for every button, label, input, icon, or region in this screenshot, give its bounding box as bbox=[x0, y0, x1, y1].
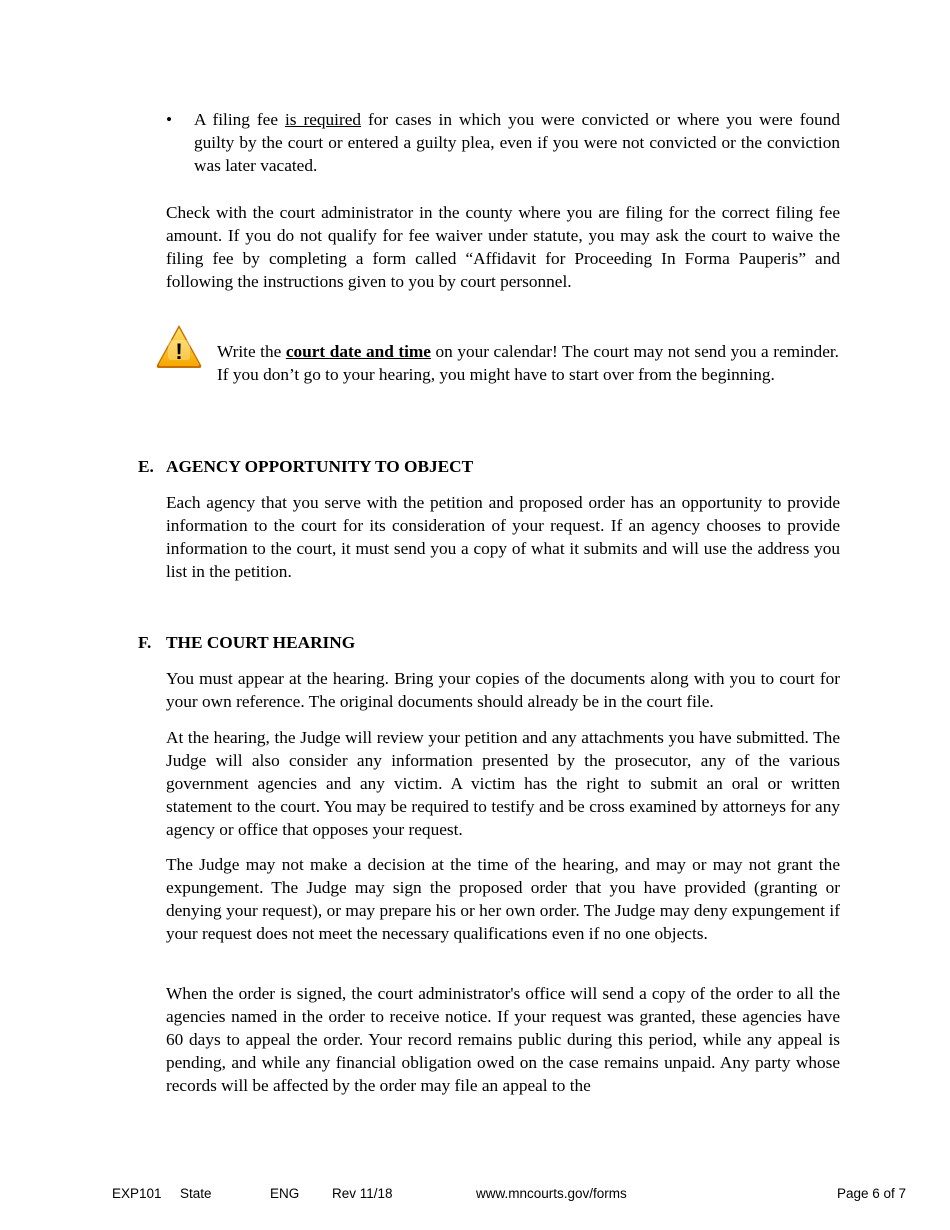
filing-fee-bullet bbox=[166, 108, 840, 177]
check-fee-paragraph: Check with the court administrator in the county where you are filing for the correct filing fee amount. If you do not qualify for fee waiver under statute, you may ask the court to waive the filing fee by completing a form called “Affidavit for Proceeding In Forma Pauperis” and following the instructions given to you by court personnel. bbox=[166, 203, 840, 291]
section-f-paragraph-1: You must appear at the hearing. Bring your copies of the documents along with you to court for your own reference. The original documents should already be in the court file. bbox=[166, 669, 840, 711]
footer-revision: Rev 11/18 bbox=[332, 1186, 393, 1201]
warning-text-before: Write the bbox=[217, 342, 286, 361]
warning-exclamation: ! bbox=[175, 339, 183, 364]
section-f-paragraph-4: When the order is signed, the court administrator's office will send a copy of the order to all the agencies named in the order to receive notice. If your request was granted, these agencies have 60 days to appeal the order. Your record remains public during this period, while any appeal is pending, and while any financial obligation owed on the case remains unpaid. Any party whose records will be affected by the order may file an appeal to the bbox=[166, 984, 840, 1095]
section-f-paragraph-3: The Judge may not make a decision at the time of the hearing, and may or may not grant the expungement. The Judge may sign the proposed order that you have provided (granting or denying your request), or may prepare his or her own order. The Judge may deny expungement if your request does not meet the necessary qualifications even if no one objects. bbox=[166, 855, 840, 943]
calendar-warning bbox=[154, 322, 844, 412]
warning-text-emphasis: court date and time bbox=[285, 342, 431, 361]
section-f-paragraph-2: At the hearing, the Judge will review your petition and any attachments you have submitted. The Judge will also consider any information presented by the prosecutor, any of the various government agencies and any victim. A victim has the right to submit an oral or written statement to the court. You may be required to testify and be cross examined by attorneys for any agency or office that opposes your request. bbox=[166, 728, 840, 839]
page-footer bbox=[0, 1185, 950, 1203]
bullet-text-underlined: is required bbox=[284, 110, 362, 129]
warning-text-after: on your calendar! The court may not send you a reminder. If you don’t go to your hearing, you might have to start over from the beginning. bbox=[217, 342, 839, 384]
section-f-letter: F. bbox=[138, 633, 152, 652]
bullet-text-after: for cases in which you were convicted or where you were found guilty by the court or entered a guilty plea, even if you were not convicted or the conviction was later vacated. bbox=[194, 110, 841, 175]
bullet-text-before: A filing fee bbox=[194, 110, 285, 129]
section-f-title: THE COURT HEARING bbox=[166, 633, 356, 652]
section-e-heading bbox=[138, 455, 838, 478]
section-e-paragraph: Each agency that you serve with the petition and proposed order has an opportunity to provide information to the court for its consideration of your request. If an agency chooses to provide information to the court, it must send you a copy of what it submits and will use the address you list in the petition. bbox=[166, 493, 840, 581]
section-e-title: AGENCY OPPORTUNITY TO OBJECT bbox=[166, 457, 474, 476]
bullet-text bbox=[194, 108, 840, 177]
section-e-letter: E. bbox=[138, 457, 154, 476]
section-f-heading bbox=[138, 631, 838, 654]
warning-text bbox=[217, 340, 839, 386]
footer-form-id: EXP101 bbox=[112, 1186, 162, 1201]
warning-triangle-icon bbox=[154, 322, 204, 370]
footer-state: State bbox=[180, 1186, 212, 1201]
footer-url: www.mncourts.gov/forms bbox=[476, 1186, 627, 1201]
footer-language: ENG bbox=[270, 1186, 300, 1201]
bullet-marker: • bbox=[166, 110, 173, 129]
footer-page-number: Page 6 of 7 bbox=[837, 1186, 907, 1201]
